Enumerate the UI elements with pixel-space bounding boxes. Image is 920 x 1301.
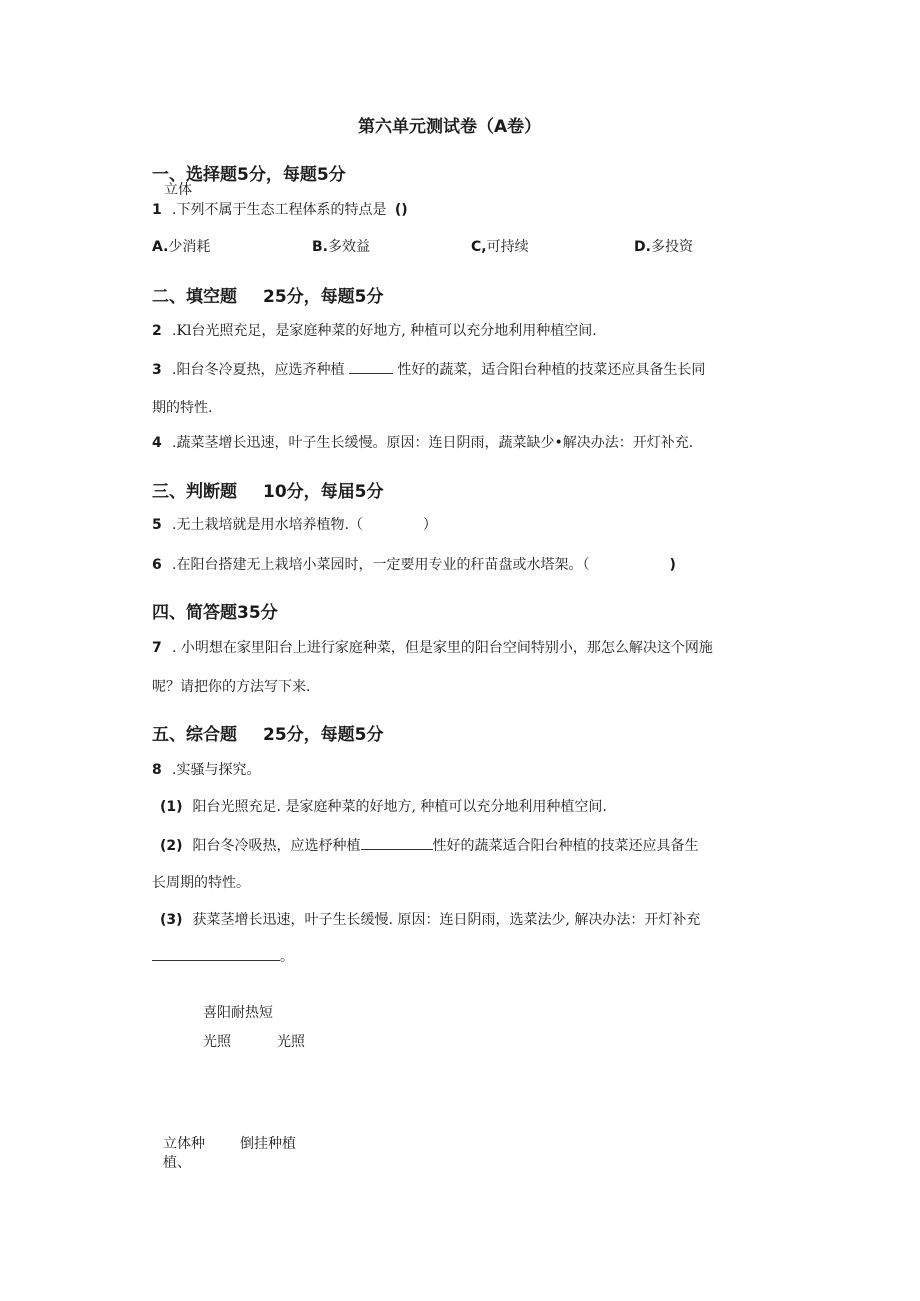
stray-text: 立体 — [164, 182, 192, 198]
sub-question-2 — [160, 835, 699, 856]
sub-end: 。 — [280, 949, 294, 965]
question-number: 3 — [152, 362, 162, 378]
question-4 — [152, 433, 693, 453]
question-text: .实骚与探究。 — [172, 762, 261, 778]
section-heading-fill — [152, 282, 384, 307]
option-c[interactable] — [471, 237, 529, 257]
question-text: .阳台冬冷夏热，应选齐种植 — [172, 362, 345, 378]
answer-fragment: 立体种 — [163, 1136, 205, 1152]
question-6 — [152, 555, 676, 575]
question-text: .Kl台光照充足，是家庭种菜的好地方, 种植可以充分地利用种植空间. — [172, 323, 597, 339]
answer-fragment: 光照 — [277, 1034, 305, 1050]
question-number: 6 — [152, 557, 162, 573]
option-d[interactable] — [634, 237, 693, 257]
section-heading-text: 五、综合题 — [152, 725, 237, 745]
section-score: 10分，每届5分 — [263, 482, 384, 502]
question-3 — [152, 359, 705, 380]
sub-label: (3) — [160, 912, 183, 928]
section-heading-text: 一、选择题5分，每题5分 — [152, 165, 346, 185]
question-number: 2 — [152, 323, 162, 339]
question-number: 7 — [152, 640, 162, 656]
question-8 — [152, 760, 260, 780]
section-heading-text: 四、简答题35分 — [152, 603, 278, 623]
question-number: 1 — [152, 202, 162, 218]
option-letter: D. — [634, 239, 651, 255]
sub-text: 获菜茎增长迅速，叶子生长缓慢. 原因：连日阴雨，选菜法少, 解决办法：开灯补充 — [192, 912, 701, 928]
section-heading-text: 二、填空题 — [152, 287, 237, 307]
option-text: 多投资 — [650, 239, 693, 255]
section-heading-text: 三、判断题 — [152, 482, 237, 502]
sub-text-cont: 性好的蔬菜适合阳台种植的技菜还应具备生 — [432, 838, 699, 854]
answer-blank[interactable] — [361, 835, 433, 850]
option-text: 可持续 — [486, 239, 529, 255]
paren-close: ) — [669, 557, 676, 573]
question-2 — [152, 321, 597, 341]
question-text: .无土栽培就是用水培养植物.（ — [172, 517, 363, 533]
paren-close: ） — [422, 517, 437, 533]
answer-fragment: 光照 — [203, 1034, 231, 1050]
answer-blank[interactable] — [349, 359, 393, 374]
option-a[interactable] — [152, 237, 210, 257]
question-1 — [152, 200, 408, 220]
answer-fragment: 植、 — [163, 1155, 191, 1171]
section-score: 25分，每题5分 — [263, 725, 384, 745]
sub-text: 阳台冬冷吸热，应选杼种植 — [192, 838, 361, 854]
sub-label: (1) — [160, 799, 183, 815]
question-text: . 小明想在家里阳台上进行家庭种菜，但是家里的阳台空间特别小，那怎么解决这个网施 — [172, 640, 713, 656]
page-title: 第六单元测试卷（A卷） — [358, 117, 542, 137]
section-score: 25分，每题5分 — [263, 287, 384, 307]
section-heading-short — [152, 598, 278, 623]
question-3-line-2: 期的特性. — [152, 400, 213, 416]
option-b[interactable] — [312, 237, 370, 257]
question-text: .蔬菜茎增长迅速，叶子生长缓慢。原因：连日阴雨，蔬菜缺少•解决办法：开灯补充. — [172, 435, 694, 451]
section-heading-comprehensive — [152, 720, 384, 745]
question-text: .在阳台搭建无上栽培小菜园时，一定要用专业的秆苗盘或水塔架。（ — [172, 557, 590, 573]
sub-label: (2) — [160, 838, 183, 854]
question-7-line-2: 呢？请把你的方法写下来. — [152, 679, 311, 695]
answer-fragment: 倒挂种植 — [240, 1136, 296, 1152]
question-text-cont: 性好的蔬菜，适合阳台种植的技菜还应具备生长同 — [397, 362, 706, 378]
option-letter: B. — [312, 239, 328, 255]
sub-question-3-line-2 — [152, 946, 294, 967]
question-7 — [152, 638, 713, 658]
sub-question-1 — [160, 797, 607, 817]
question-number: 8 — [152, 762, 162, 778]
question-number: 4 — [152, 435, 162, 451]
option-letter: A. — [152, 239, 169, 255]
option-text: 多效益 — [328, 239, 370, 255]
sub-text: 阳台光照充足. 是家庭种菜的好地方, 种植可以充分地利用种植空间. — [192, 799, 607, 815]
option-text: 少消耗 — [168, 239, 211, 255]
question-5 — [152, 515, 437, 535]
sub-question-2-line-2: 长周期的特性。 — [152, 875, 250, 891]
answer-fragment: 喜阳耐热短 — [203, 1005, 273, 1021]
question-text: .下列不属于生态工程体系的特点是 — [172, 202, 387, 218]
sub-question-3 — [160, 910, 700, 930]
answer-blank[interactable] — [152, 946, 280, 961]
option-letter: C, — [471, 239, 487, 255]
answer-paren: () — [394, 202, 408, 218]
question-number: 5 — [152, 517, 162, 533]
section-heading-judge — [152, 477, 384, 502]
